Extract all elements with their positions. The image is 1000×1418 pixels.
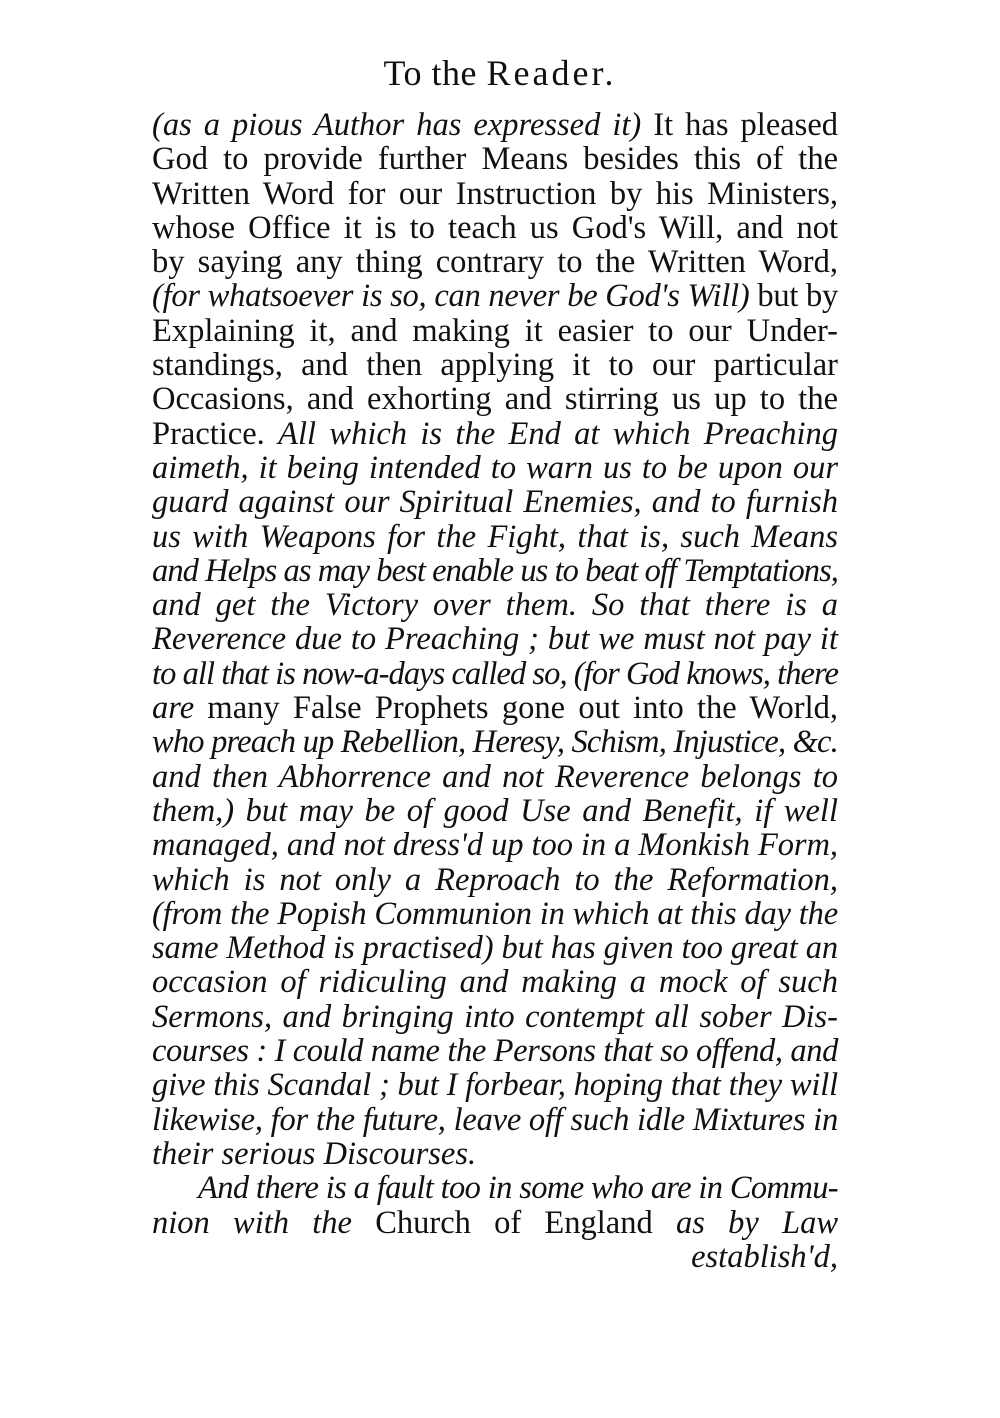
text-run: Explaining it, and making it easier to our Under-	[152, 312, 838, 349]
text-run: and get the Victory over them. So that there is a	[152, 587, 838, 624]
text-run: courses : I could name the Persons that so offend, and	[152, 1033, 838, 1070]
text-run: their serious Discourses.	[152, 1135, 477, 1172]
text-line	[152, 897, 838, 931]
text-run: give this Scandal ; but I forbear, hoping that they will	[152, 1067, 838, 1104]
text-run: but by	[749, 278, 838, 315]
text-line	[152, 1171, 838, 1205]
text-run: And there is a fault too in some who are in Commu-	[198, 1170, 838, 1207]
text-line	[152, 279, 838, 313]
text-run: Sermons, and bringing into contempt all sober Dis-	[152, 998, 838, 1035]
text-line	[152, 588, 838, 622]
text-line	[152, 142, 838, 176]
text-run: to all that is now-a-days called so, (for God knows, there	[152, 655, 838, 692]
text-run: (as a pious Author has expressed it)	[152, 107, 642, 143]
text-run: establish'd,	[691, 1238, 838, 1275]
text-run: Occasions, and exhorting and stirring us up to the	[152, 381, 838, 418]
text-run: (from the Popish Communion in which at this day the	[152, 895, 838, 932]
running-header	[0, 52, 1000, 94]
text-run: Church of England	[351, 1204, 676, 1241]
text-line	[152, 657, 838, 691]
text-run: whose Office it is to teach us God's Will, and not	[152, 209, 838, 246]
body-text	[152, 108, 838, 1274]
text-line	[152, 1206, 838, 1240]
text-line	[152, 1000, 838, 1034]
text-run: Written Word for our Instruction by his Ministers,	[152, 175, 838, 212]
text-run: standings, and then applying it to our particular	[152, 347, 838, 384]
text-line	[152, 314, 838, 348]
text-line	[152, 1034, 838, 1068]
text-run: occasion of ridiculing and making a mock of such	[152, 964, 838, 1001]
text-run: are	[152, 690, 195, 727]
text-line	[152, 1137, 838, 1171]
text-line	[152, 211, 838, 245]
text-line	[152, 554, 838, 588]
text-run: us with Weapons for the Fight, that is, such Means	[152, 518, 838, 555]
text-line	[152, 520, 838, 554]
text-run: many False Prophets gone out into the World,	[194, 690, 838, 727]
text-run: same Method is practised) but has given too great an	[152, 930, 838, 967]
text-line	[152, 108, 838, 142]
catchword	[152, 1240, 838, 1274]
text-run: Reverence due to Preaching ; but we must not pay it	[152, 621, 838, 658]
text-line	[152, 1103, 838, 1137]
text-line	[152, 451, 838, 485]
text-line	[152, 725, 838, 759]
text-line	[152, 965, 838, 999]
text-run: Practice.	[152, 415, 279, 452]
text-line	[152, 622, 838, 656]
text-line	[152, 382, 838, 416]
text-run: likewise, for the future, leave off such idle Mixtures in	[152, 1101, 838, 1138]
text-line	[152, 760, 838, 794]
text-run: All which is the End at which Preaching	[278, 415, 838, 452]
text-run: who preach up Rebellion, Heresy, Schism, Injustice, &c.	[152, 724, 838, 761]
text-line	[152, 794, 838, 828]
text-run: by saying any thing contrary to the Written Word,	[152, 244, 838, 281]
text-run: as by Law	[675, 1204, 838, 1241]
text-line	[152, 691, 838, 725]
text-line	[152, 485, 838, 519]
text-run: managed, and not dress'd up too in a Monkish Form,	[152, 827, 838, 864]
running-header-prefix: To the	[383, 53, 477, 93]
text-run: guard against our Spiritual Enemies, and to furnish	[152, 484, 838, 521]
text-run: and then Abhorrence and not Reverence belongs to	[152, 758, 838, 795]
text-line	[152, 1068, 838, 1102]
text-line	[152, 245, 838, 279]
text-run: God to provide further Means besides this of the	[152, 141, 838, 178]
text-line	[152, 863, 838, 897]
text-run: which is not only a Reproach to the Reformation,	[152, 861, 838, 898]
text-run: aimeth, it being intended to warn us to be upon our	[152, 449, 838, 486]
text-run: nion with the	[152, 1204, 352, 1241]
text-line	[152, 348, 838, 382]
text-line	[152, 177, 838, 211]
text-run: and Helps as may best enable us to beat off Temptations,	[152, 552, 838, 589]
text-run: (for whatsoever is so, can never be God's Will)	[152, 278, 750, 315]
text-run: them,) but may be of good Use and Benefit, if well	[152, 792, 838, 829]
text-line	[152, 931, 838, 965]
text-line	[152, 417, 838, 451]
running-header-title: Reader.	[486, 53, 617, 93]
text-run: It has pleased	[641, 107, 838, 143]
text-line	[152, 828, 838, 862]
